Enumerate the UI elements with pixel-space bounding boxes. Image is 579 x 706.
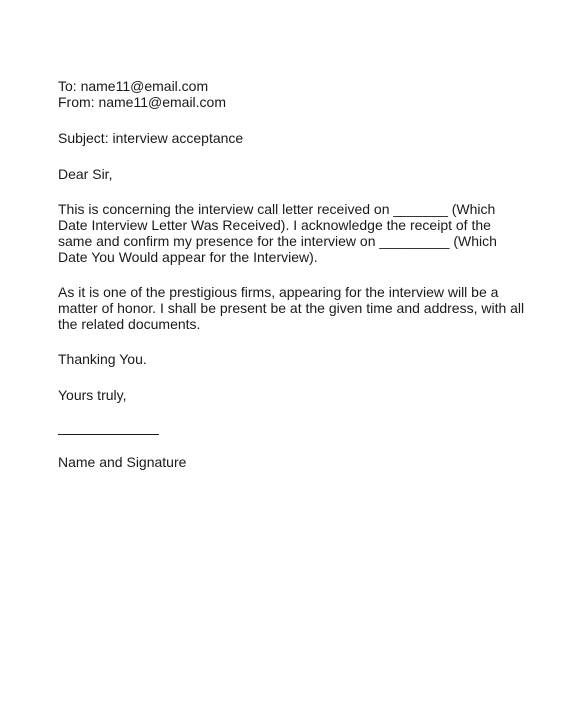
paragraph-line: same and confirm my presence for the interview on _________ (Which [58,233,497,249]
paragraph-line: This is concerning the interview call letter received on _______ (Which [58,201,496,217]
thanks-line: Thanking You. [58,351,147,367]
closing-line: Yours truly, [58,387,127,403]
salutation: Dear Sir, [58,166,113,182]
subject-line: Subject: interview acceptance [58,130,244,146]
from-line: From: name11@email.com [58,94,226,110]
paragraph-honor [58,284,538,332]
paragraph-line: Date Interview Letter Was Received). I acknowledge the receipt of the [58,217,491,233]
to-line: To: name11@email.com [58,78,209,94]
paragraph-interview-confirmation [58,201,538,265]
paragraph-line: As it is one of the prestigious firms, appearing for the interview will be a [58,284,499,300]
paragraph-line: matter of honor. I shall be present be at the given time and address, with all [58,300,525,316]
acceptance-letter [58,78,538,470]
address-block [58,78,538,110]
paragraph-line: Date You Would appear for the Interview). [58,249,318,265]
signature-line [58,434,159,435]
paragraph-line: the related documents. [58,316,201,332]
signature-label: Name and Signature [58,454,187,470]
